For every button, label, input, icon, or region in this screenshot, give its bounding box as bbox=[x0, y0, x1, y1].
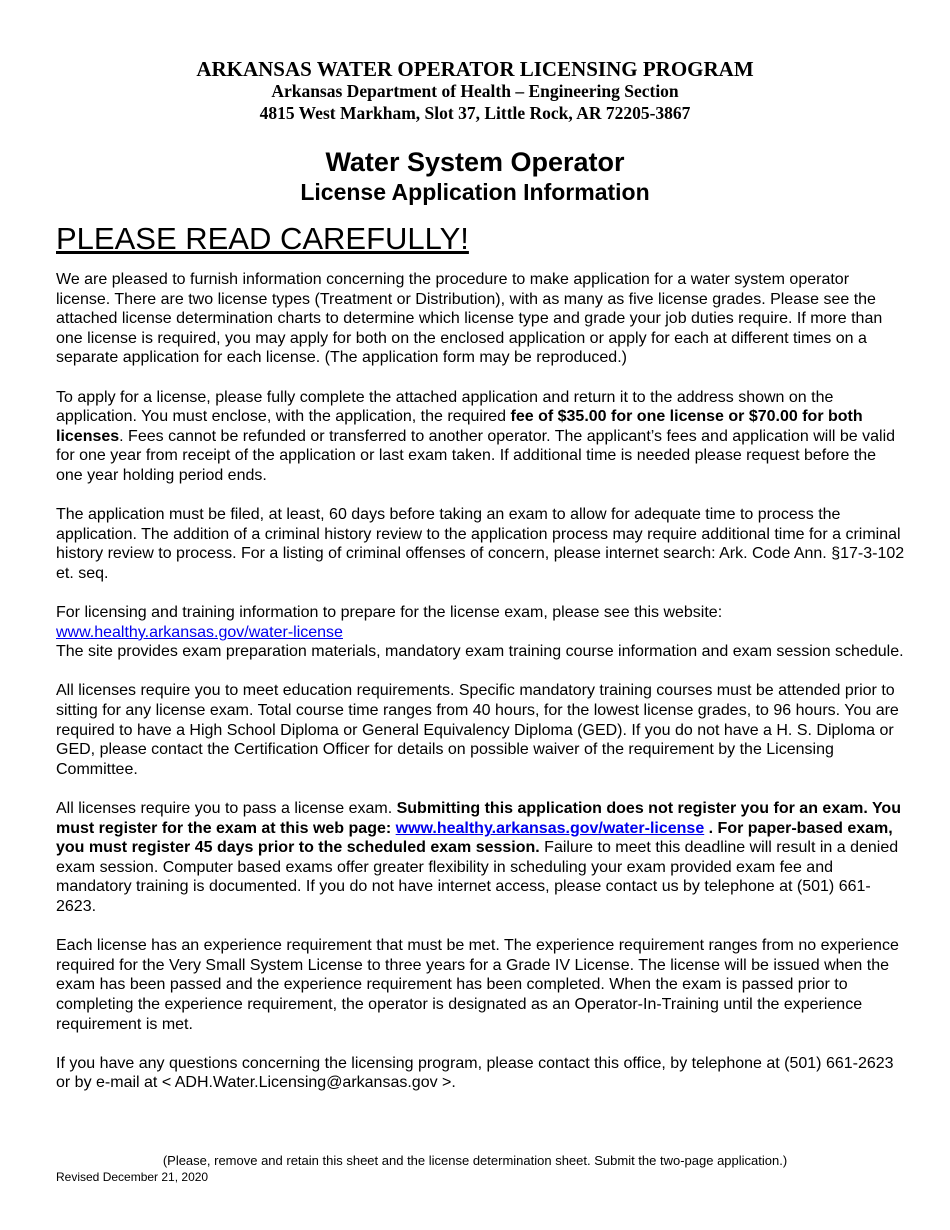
website-intro: For licensing and training information to prepare for the license exam, please see this website: bbox=[56, 604, 723, 622]
paper-exam-deadline: . For paper-based exam, you must register 45 days prior to the scheduled exam session. bbox=[56, 819, 893, 857]
read-carefully-notice: PLEASE READ CAREFULLY! bbox=[56, 221, 469, 256]
paragraph-apply bbox=[56, 388, 906, 486]
exam-registration-text: Submitting this application does not register you for an exam. You must register for the exam at this web page: bbox=[56, 800, 901, 837]
paragraph-education: All licenses require you to meet education requirements. Specific mandatory training courses must be attended prior to sitting for any license exam. Total course time ranges from 40 hours, for the lowest license grades, to 96 hours. You are required to have a High School Diploma or General Equivalency Diploma (GED). If you do not have a H. S. Diploma or GED, please contact the Certification Officer for details on possible waiver of the requirement by the Licensing Committee. bbox=[56, 682, 899, 778]
revision-date: Revised December 21, 2020 bbox=[56, 1170, 209, 1184]
program-heading: ARKANSAS WATER OPERATOR LICENSING PROGRAM bbox=[196, 57, 754, 81]
website-description: The site provides exam preparation materials, mandatory exam training course information and exam session schedule. bbox=[56, 643, 904, 661]
exam-text-2: Failure to meet this deadline will result in a denied exam session. Computer based exams offer greater flexibility in scheduling your exam provided exam fee and mandatory training is documented. If you do not have internet access, please contact us by telephone at (501) 661-2623. bbox=[56, 839, 899, 915]
paragraph-website bbox=[56, 603, 906, 662]
paragraph-filing: The application must be filed, at least, 60 days before taking an exam to allow for adequate time to process the application. The addition of a criminal history review to the application process may require additional time for a criminal history review to process. For a listing of criminal offenses of concern, please internet search: Ark. Code Ann. §17-3-102 et. seq. bbox=[56, 506, 905, 582]
paragraph-experience: Each license has an experience requirement that must be met. The experience requirement ranges from no experience required for the Very Small System License to three years for a Grade IV License. The license will be issued when the exam has been passed and the experience requirement has been completed. When the exam is passed prior to completing the experience requirement, the operator is designated as an Operator-In-Training until the experience requirement is met. bbox=[56, 937, 899, 1033]
document-title: Water System Operator bbox=[325, 147, 625, 177]
footer-instruction: (Please, remove and retain this sheet and the license determination sheet. Submit the two-page application.) bbox=[162, 1153, 788, 1168]
document-subtitle: License Application Information bbox=[300, 179, 650, 205]
department-heading: Arkansas Department of Health – Engineering Section bbox=[271, 81, 679, 101]
exam-text-1: All licenses require you to pass a license exam. bbox=[56, 800, 397, 818]
paragraph-exam bbox=[56, 799, 906, 917]
exam-registration-link[interactable]: www.healthy.arkansas.gov/water-license bbox=[395, 819, 705, 837]
paragraph-apply-text-2: . Fees cannot be refunded or transferred to another operator. The applicant’s fees and application will be valid for one year from receipt of the application or last exam taken. If additional time is needed please request before the one year holding period ends. bbox=[56, 427, 896, 484]
paragraph-intro: We are pleased to furnish information concerning the procedure to make application for a water system operator license. There are two license types (Treatment or Distribution), with as many as five license grades. Please see the attached license determination charts to determine which license type and grade your job duties require. If more than one license is required, you may apply for both on the enclosed application or apply for each at different times on a separate application for each license. (The application form may be reproduced.) bbox=[56, 271, 883, 367]
paragraph-contact: If you have any questions concerning the licensing program, please contact this office, by telephone at (501) 661-2623 or by e-mail at < ADH.Water.Licensing@arkansas.gov >. bbox=[56, 1054, 894, 1092]
water-license-link[interactable]: www.healthy.arkansas.gov/water-license bbox=[56, 623, 343, 641]
office-address: 4815 West Markham, Slot 37, Little Rock, AR 72205-3867 bbox=[259, 103, 691, 123]
fee-statement: fee of $35.00 for one license or $70.00 for both licenses bbox=[56, 408, 863, 445]
paragraph-apply-text-1: To apply for a license, please fully complete the attached application and return it to the address shown on the application. You must enclose, with the application, the required bbox=[56, 388, 834, 426]
document-body bbox=[56, 270, 906, 1093]
